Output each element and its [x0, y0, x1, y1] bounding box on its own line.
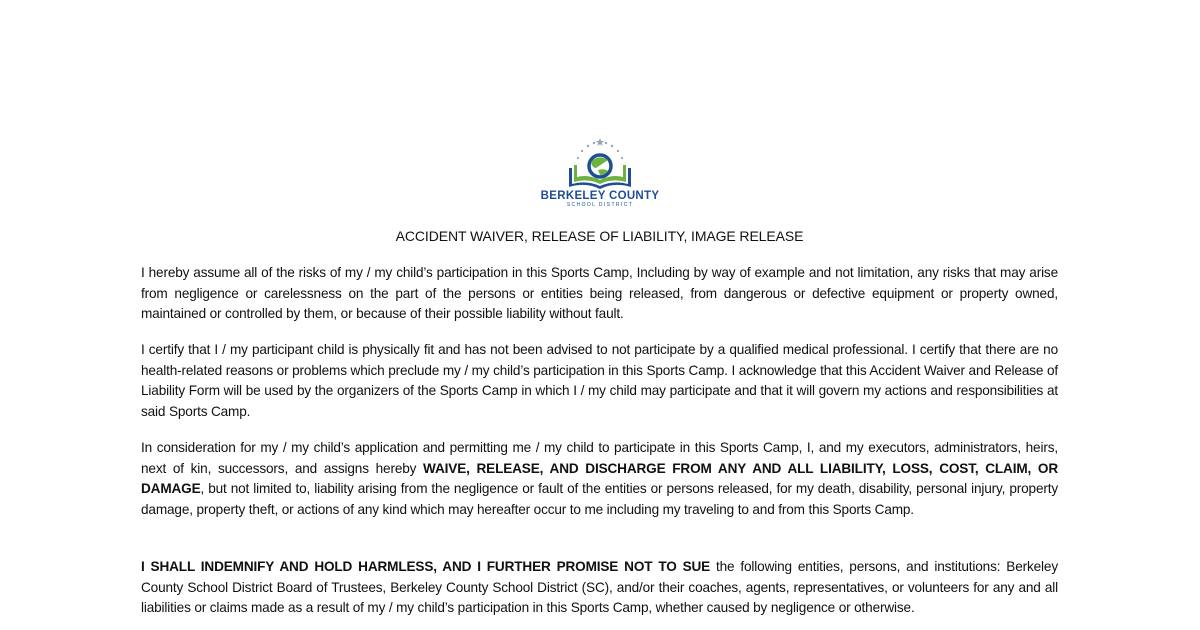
logo-name: BERKELEY COUNTY	[540, 190, 660, 202]
paragraph-waiver-release	[141, 438, 1058, 520]
document-title: ACCIDENT WAIVER, RELEASE OF LIABILITY, IMAGE RELEASE	[395, 228, 804, 244]
district-logo	[528, 138, 672, 210]
paragraph-3-text-start: In consideration for my / my child’s application and permitting me / my child to participate in this Sports Camp, I, and my executors, administrators, heirs, next of kin, successors, and assigns hereby	[141, 440, 1058, 476]
paragraph-4-text-end: the following entities, persons, and institutions: Berkeley County School District Board of Trustees, Berkeley County School District (SC), and/or their coaches, agents, representatives, or volunteers for any and all liabilities or claims made as a result of my / my child’s participation in this Sports Camp, whether caused by negligence or otherwise.	[141, 559, 1058, 615]
paragraph-3-bold-clause: WAIVE, RELEASE, AND DISCHARGE FROM ANY AND ALL LIABILITY, LOSS, COST, CLAIM, OR DAMAGE	[141, 460, 1058, 496]
paragraph-fitness-certification: I certify that I / my participant child is physically fit and has not been advised to not participate by a qualified medical professional. I certify that there are no health-related reasons or problems which preclude my / my child’s participation in this Sports Camp. I acknowledge that this Accident Waiver and Release of Liability Form will be used by the organizers of the Sports Camp in which I / my child may participate and that it will govern my actions and responsibilities at said Sports Camp.	[141, 342, 1058, 419]
open-book-with-globe-icon	[528, 138, 672, 190]
paragraph-3-text-end: , but not limited to, liability arising from the negligence or fault of the entities or persons released, for my death, disability, personal injury, property damage, property theft, or actions of any kind which may hereafter occur to me including my traveling to and from this Sports Camp.	[141, 481, 1058, 517]
paragraph-risk-assumption: I hereby assume all of the risks of my / my child’s participation in this Sports Camp, Including by way of example and not limitation, any risks that may arise from negligence or carelessness on the part of the persons or entities being released, from dangerous or defective equipment or property owned, maintained or controlled by them, or because of their possible liability without fault.	[141, 265, 1058, 321]
paragraph-indemnify	[141, 557, 1058, 619]
logo-subtitle: SCHOOL DISTRICT	[566, 202, 634, 208]
paragraph-4-bold-clause: I SHALL INDEMNIFY AND HOLD HARMLESS, AND I FURTHER PROMISE NOT TO SUE	[141, 559, 711, 574]
